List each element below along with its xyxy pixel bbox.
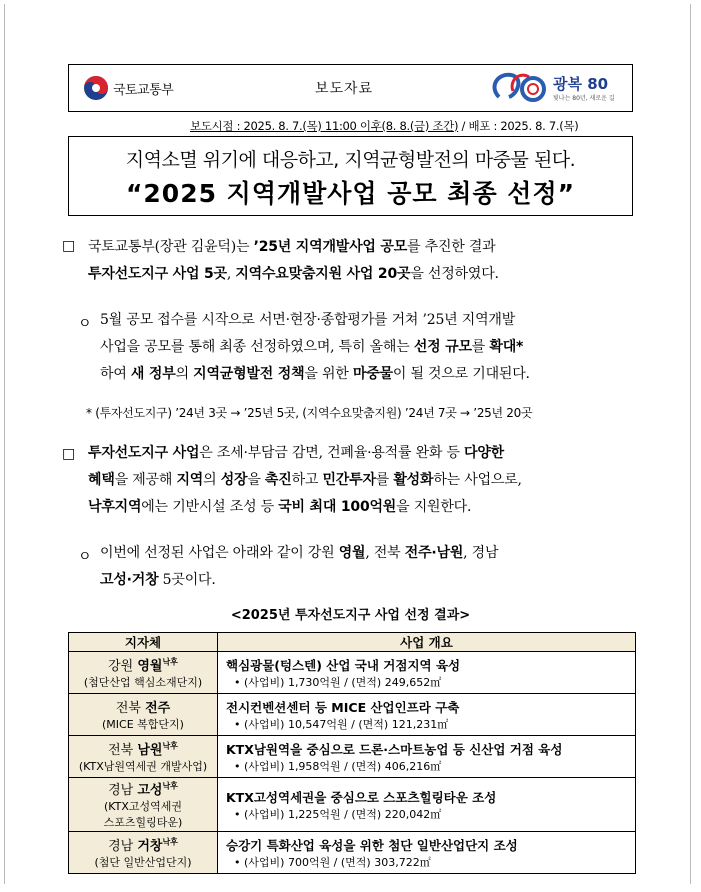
paragraph-2: 5월 공모 접수를 시작으로 서면·현장·종합평가를 거쳐 ’25년 지역개발 사업을 공모를 통해 최종 선정하였으며, 특히 올해는 선정 규모를 확대* 하여 새 정부의 지역균형발전 정책을 위한 마중물이 될 것으로 기대된다. — [100, 312, 530, 382]
region-cell: 전북 전주 (MICE 복합단지) — [69, 694, 218, 736]
table-row — [69, 832, 636, 874]
table-row — [69, 694, 636, 736]
table-header-row — [69, 633, 636, 652]
paragraph-1: 국토교통부(장관 김윤덕)는 ’25년 지역개발사업 공모를 추진한 결과 투자선도지구 사업 5곳, 지역수요맞춤지원 사업 20곳을 선정하였다. — [88, 239, 499, 282]
circle-bullet: ㅇ — [78, 316, 92, 332]
embargo-time: 보도시점 : 2025. 8. 7.(목) 11:00 이후(8. 8.(금) 조간) — [190, 119, 459, 133]
table-row — [69, 652, 636, 694]
overview-cell: KTX고성역세권을 중심으로 스포츠힐링타운 조성 • (사업비) 1,225억원 / (면적) 220,042㎡ — [218, 778, 636, 832]
distribution-date: / 배포 : 2025. 8. 7.(목) — [461, 119, 579, 133]
overview-cell: 핵심광물(텅스텐) 산업 국내 거점지역 육성 • (사업비) 1,730억원 / (면적) 249,652㎡ — [218, 652, 636, 694]
release-info — [190, 118, 578, 134]
footnote: * (투자선도지구) ’24년 3곳 → ’25년 5곳, (지역수요맞춤지원) ’24년 7곳 → ’25년 20곳 — [86, 406, 533, 420]
taegeuk-icon — [83, 75, 109, 101]
liberation-80-subtext: 빛나는 80년, 새로운 길 — [553, 95, 615, 102]
region-cell: 경남 고성$^{낙후}$ (KTX고성역세권 스포츠힐링타운) — [69, 778, 218, 832]
region-cell: 강원 영월$^{낙후}$ (첨단산업 핵심소재단지) — [69, 652, 218, 694]
circle-bullet: ㅇ — [78, 549, 92, 565]
column-header-region: 지자체 — [69, 633, 218, 652]
region-cell: 경남 거창$^{낙후}$ (첨단 일반산업단지) — [69, 832, 218, 874]
region-cell: 전북 남원$^{낙후}$ (KTX남원역세권 개발사업) — [69, 736, 218, 778]
ministry-name: 국토교통부 — [113, 82, 174, 98]
ministry-logo — [83, 75, 173, 101]
liberation-80-emblem-icon — [489, 67, 549, 109]
headline-box — [68, 136, 633, 216]
press-release-label: 보도자료 — [315, 81, 374, 97]
table-row — [69, 736, 636, 778]
press-header — [68, 64, 633, 112]
overview-cell: KTX남원역을 중심으로 드론·스마트농업 등 신산업 거점 육성 • (사업비) 1,958억원 / (면적) 406,216㎡ — [218, 736, 636, 778]
paragraph-4: 이번에 선정된 사업은 아래와 같이 강원 영월, 전북 전주·남원, 경남 고성·거창 5곳이다. — [100, 545, 499, 588]
liberation-80-text: 광복 80 — [553, 75, 609, 93]
headline-title: “2025 지역개발사업 공모 최종 선정” — [125, 179, 576, 208]
table-row — [69, 778, 636, 832]
square-bullet: □ — [62, 238, 76, 254]
column-header-overview: 사업 개요 — [218, 633, 636, 652]
overview-cell: 전시컨벤션센터 등 MICE 산업인프라 구축 • (사업비) 10,547억원 / (면적) 121,231㎡ — [218, 694, 636, 736]
table-title: <2025년 투자선도지구 사업 선정 결과> — [230, 608, 471, 623]
overview-cell: 승강기 특화산업 육성을 위한 첨단 일반산업단지 조성 • (사업비) 700억원 / (면적) 303,722㎡ — [218, 832, 636, 874]
paragraph-3: 투자선도지구 사업은 조세·부담금 감면, 건폐율·용적률 완화 등 다양한 혜택을 제공해 지역의 성장을 촉진하고 민간투자를 활성화하는 사업으로, 낙후지역에는 기반시설 조성 등 국비 최대 100억원을 지원한다. — [88, 445, 522, 515]
liberation-80-logo — [489, 67, 629, 109]
selection-result-table — [68, 632, 636, 874]
square-bullet: □ — [62, 446, 76, 462]
headline-subtitle: 지역소멸 위기에 대응하고, 지역균형발전의 마중물 된다. — [125, 149, 576, 171]
